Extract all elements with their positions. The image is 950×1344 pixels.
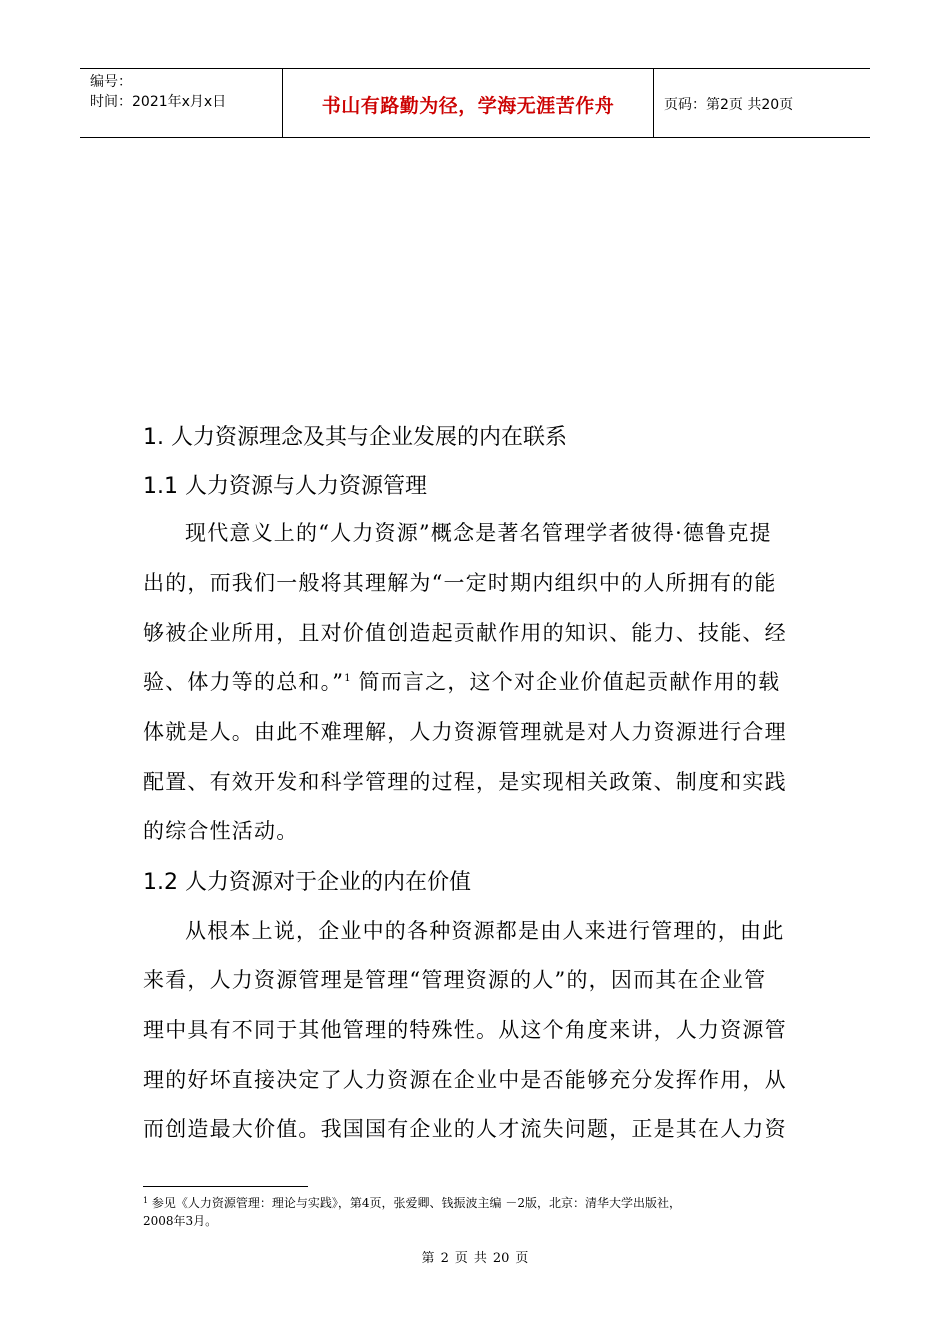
paragraph-text: 验、体力等的总和。”	[143, 670, 345, 694]
doc-number-label: 编号：	[90, 74, 132, 90]
paragraph-text: 简而言之，这个对企业价值起贡献作用的载	[358, 670, 781, 694]
paragraph-line: 理中具有不同于其他管理的特殊性。从这个角度来讲，人力资源管	[143, 1018, 787, 1042]
footnote-line: 参见《人力资源管理：理论与实践》，第4页，张爱卿、钱振波主编 －2版，北京：清华大学出版社，	[151, 1196, 682, 1210]
paragraph-line: 来看，人力资源管理是管理“管理资源的人”的，因而其在企业管	[143, 968, 767, 992]
footnote-divider	[143, 1186, 308, 1187]
paragraph-line: 出的，而我们一般将其理解为“一定时期内组织中的人所拥有的能	[143, 571, 777, 595]
footnote-reference[interactable]: 1	[344, 673, 351, 684]
footer-word: 第	[421, 1251, 435, 1266]
footer-total-pages: 20	[492, 1251, 510, 1266]
paragraph-line: 而创造最大价值。我国国有企业的人才流失问题，正是其在人力资	[143, 1117, 787, 1141]
paragraph-line: 配置、有效开发和科学管理的过程，是实现相关政策、制度和实践	[143, 770, 787, 794]
footer-word: 共	[473, 1251, 487, 1266]
footnote-line: 2008年3月。	[143, 1214, 218, 1228]
section-heading: 1. 人力资源理念及其与企业发展的内在联系	[143, 425, 567, 450]
subsection-heading-1-2: 1.2 人力资源对于企业的内在价值	[143, 870, 471, 895]
subsection-heading-1-1: 1.1 人力资源与人力资源管理	[143, 474, 427, 499]
footer-word: 页	[454, 1251, 468, 1266]
paragraph-line: 理的好坏直接决定了人力资源在企业中是否能够充分发挥作用，从	[143, 1068, 787, 1092]
paragraph-line: 的综合性活动。	[143, 819, 299, 843]
header-page-cell	[654, 69, 870, 137]
paragraph-line	[143, 666, 780, 696]
doc-time-label: 时间：2021年x月x日	[90, 94, 227, 110]
footer-page-number: 2	[440, 1251, 449, 1266]
paragraph-line: 现代意义上的“人力资源”概念是著名管理学者彼得·德鲁克提	[185, 521, 772, 545]
paragraph-line: 从根本上说，企业中的各种资源都是由人来进行管理的，由此	[185, 919, 785, 943]
paragraph-line: 体就是人。由此不难理解，人力资源管理就是对人力资源进行合理	[143, 720, 787, 744]
page-footer	[0, 1247, 950, 1266]
page-header	[80, 68, 870, 138]
header-page-info: 页码：第2页 共20页	[664, 97, 794, 113]
header-meta-cell	[80, 69, 280, 137]
paragraph-line: 够被企业所用，且对价值创造起贡献作用的知识、能力、技能、经	[143, 621, 787, 645]
header-motto-cell	[282, 69, 654, 137]
footnote-text	[143, 1194, 681, 1211]
footer-word: 页	[515, 1251, 529, 1266]
header-motto: 书山有路勤为径，学海无涯苦作舟	[321, 95, 615, 117]
footnote-mark: 1	[143, 1196, 149, 1205]
